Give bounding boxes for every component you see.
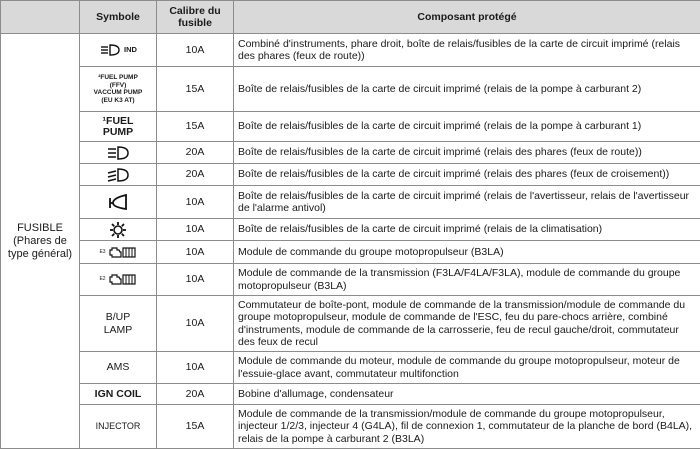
- symbol-cell: [80, 219, 157, 241]
- component-cell: Boîte de relais/fusibles de la carte de circuit imprimé (relais de l'avertisseur, relais de l'avertisseur de l'alarme antivol): [234, 186, 700, 219]
- rating-cell: 10A: [157, 296, 234, 352]
- symbol-text: ¹FUEL: [82, 116, 154, 127]
- rating-cell: 15A: [157, 405, 234, 449]
- symbol-text: B/UP: [82, 311, 154, 323]
- table-row: [1, 112, 700, 142]
- symbol-cell: [80, 296, 157, 352]
- rating-cell: 10A: [157, 352, 234, 384]
- table-row: [1, 186, 700, 219]
- table-row: [1, 296, 700, 352]
- component-cell: Boîte de relais/fusibles de la carte de circuit imprimé (relais de la climatisation): [234, 219, 700, 241]
- category-line: FUSIBLE: [5, 222, 75, 235]
- component-cell: Boîte de relais/fusibles de la carte de circuit imprimé (relais des phares (feux de route)): [234, 142, 700, 164]
- table-row: [1, 164, 700, 186]
- headlamp-ind-icon: [99, 44, 121, 56]
- rating-cell: 15A: [157, 112, 234, 142]
- symbol-text: LAMP: [82, 324, 154, 336]
- horn-icon: [107, 194, 129, 210]
- symbol-cell: [80, 241, 157, 264]
- symbol-cell: [80, 112, 157, 142]
- engine-module-icon: [109, 273, 137, 286]
- symbol-text: INJECTOR: [82, 420, 154, 432]
- symbol-text: ²FUEL PUMP: [82, 74, 154, 82]
- symbol-cell: [80, 67, 157, 112]
- table-row: [1, 219, 700, 241]
- symbol-cell: [80, 164, 157, 186]
- component-cell: Module de commande du moteur, module de commande du groupe motopropulseur, moteur de l'essuie-glace avant, commutateur multifonction: [234, 352, 700, 384]
- symbol-text: (EU K3 AT): [82, 97, 154, 105]
- component-cell: Module de commande de la transmission/module de commande du groupe motopropulseur, injecteur 1/2/3, injecteur 4 (G4LA), fil de connexion 1, commutateur de la planche de bord (B4LA), relais de la pompe à carburant 2 (B3LA): [234, 405, 700, 449]
- component-cell: Bobine d'allumage, condensateur: [234, 384, 700, 405]
- high-beam-icon: [107, 146, 129, 160]
- table-row: [1, 405, 700, 449]
- symbol-cell: [80, 142, 157, 164]
- rating-cell: 10A: [157, 186, 234, 219]
- symbol-cell: [80, 352, 157, 384]
- symbol-text: IGN COIL: [82, 388, 154, 400]
- symbol-cell: [80, 264, 157, 296]
- header-row: [1, 1, 700, 34]
- header-blank: [1, 1, 80, 34]
- header-symbol: Symbole: [80, 1, 157, 34]
- symbol-text: AMS: [82, 361, 154, 373]
- rating-cell: 20A: [157, 142, 234, 164]
- table-row: [1, 384, 700, 405]
- symbol-sub-label: E2: [99, 276, 105, 282]
- rating-cell: 10A: [157, 241, 234, 264]
- category-line: type général): [5, 248, 75, 261]
- component-cell: Boîte de relais/fusibles de la carte de circuit imprimé (relais des phares (feux de croisement)): [234, 164, 700, 186]
- component-cell: Commutateur de boîte-pont, module de commande de la transmission/module de commande du groupe motopropulseur, module de commande de l'ESC, feu du pare-chocs arrière, combiné d'instruments, module de commande de la carrosserie, feu de recul gauche/droit, commutateur des feux de recul: [234, 296, 700, 352]
- symbol-text: PUMP: [82, 127, 154, 138]
- air-conditioning-icon: [109, 221, 127, 239]
- component-cell: Combiné d'instruments, phare droit, boîte de relais/fusibles de la carte de circuit imprimé (relais des phares (feux de route)): [234, 34, 700, 67]
- rating-cell: 20A: [157, 384, 234, 405]
- table-row: [1, 142, 700, 164]
- rating-cell: 15A: [157, 67, 234, 112]
- component-cell: Module de commande de la transmission (F3LA/F4LA/F3LA), module de commande du groupe motopropulseur (B3LA): [234, 264, 700, 296]
- table-row: [1, 67, 700, 112]
- low-beam-icon: [107, 168, 129, 182]
- header-component: Composant protégé: [234, 1, 700, 34]
- table-row: [1, 241, 700, 264]
- rating-cell: 10A: [157, 264, 234, 296]
- symbol-text: VACCUM PUMP: [82, 89, 154, 97]
- symbol-text: (FFV): [82, 82, 154, 90]
- rating-cell: 10A: [157, 34, 234, 67]
- symbol-cell: [80, 186, 157, 219]
- symbol-cell: [80, 405, 157, 449]
- symbol-cell: [80, 384, 157, 405]
- rating-cell: 20A: [157, 164, 234, 186]
- symbol-sub-label: E3: [99, 249, 105, 255]
- header-rating: Calibre du fusible: [157, 1, 234, 34]
- component-cell: Boîte de relais/fusibles de la carte de circuit imprimé (relais de la pompe à carburant 2): [234, 67, 700, 112]
- category-cell: [1, 34, 80, 449]
- table-row: [1, 34, 700, 67]
- symbol-sub-label: IND: [124, 45, 137, 54]
- category-line: (Phares de: [5, 235, 75, 248]
- symbol-cell: [80, 34, 157, 67]
- engine-module-icon: [109, 246, 137, 259]
- table-row: [1, 264, 700, 296]
- table-row: [1, 352, 700, 384]
- rating-cell: 10A: [157, 219, 234, 241]
- component-cell: Module de commande du groupe motopropulseur (B3LA): [234, 241, 700, 264]
- component-cell: Boîte de relais/fusibles de la carte de circuit imprimé (relais de la pompe à carburant 1): [234, 112, 700, 142]
